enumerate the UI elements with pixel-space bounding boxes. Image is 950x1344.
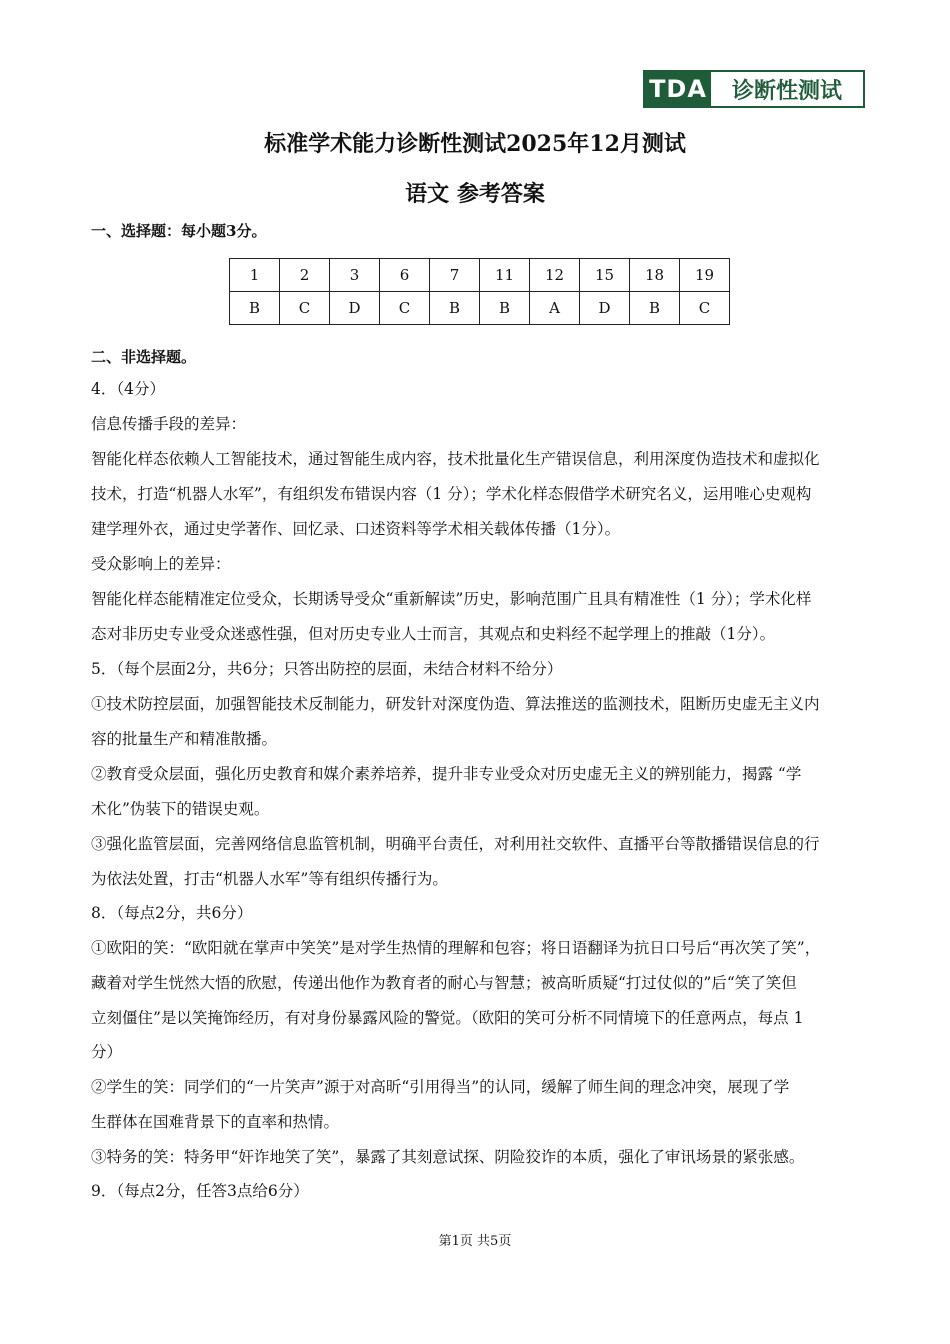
- page-title: 标准学术能力诊断性测试2025年12月测试: [264, 131, 686, 157]
- body-line: ②教育受众层面，强化历史教育和媒介素养培养，提升非专业受众对历史虚无主义的辨别能力，揭露 “学: [91, 765, 802, 783]
- page-subtitle: 语文 参考答案: [405, 181, 545, 207]
- question-number: 18: [630, 259, 680, 292]
- body-line: 受众影响上的差异：: [91, 555, 231, 573]
- body-line: 态对非历史专业受众迷惑性强，但对历史专业人士而言，其观点和史料经不起学理上的推敲（1分）。: [91, 625, 776, 643]
- body-line: ②学生的笑：同学们的“一片笑声”源于对高昕“引用得当”的认同，缓解了师生间的理念冲突，展现了学: [91, 1078, 790, 1096]
- body-line: 生群体在国难背景下的直率和热情。: [91, 1113, 340, 1131]
- body-line: 8．（每点2分，共6分）: [91, 904, 253, 922]
- answer-cell: B: [430, 292, 480, 325]
- body-line: 智能化样态依赖人工智能技术，通过智能生成内容，技术批量化生产错误信息，利用深度伪造技术和虚拟化: [91, 450, 820, 468]
- body-line: ①技术防控层面，加强智能技术反制能力，研发针对深度伪造、算法推送的监测技术，阻断历史虚无主义内: [91, 695, 820, 713]
- logo-brand: TDA: [645, 72, 711, 106]
- answer-cell: D: [330, 292, 380, 325]
- question-number: 3: [330, 259, 380, 292]
- body-line: 4．（4分）: [91, 380, 165, 398]
- tda-logo: [643, 70, 865, 108]
- answer-cell: D: [580, 292, 630, 325]
- answer-table: [229, 258, 730, 325]
- answer-table-row-numbers: [230, 259, 730, 292]
- logo-text: 诊断性测试: [731, 78, 842, 104]
- question-number: 12: [530, 259, 580, 292]
- body-line: 藏着对学生恍然大悟的欣慰，传递出他作为教育者的耐心与智慧；被高昕质疑“打过仗似的”后“笑了笑但: [91, 974, 797, 992]
- body-line: 5．（每个层面2分，共6分；只答出防控的层面，未结合材料不给分）: [91, 660, 563, 678]
- body-line: 为依法处置，打击“机器人水军”等有组织传播行为。: [91, 870, 448, 888]
- answer-cell: B: [480, 292, 530, 325]
- answer-table-row-answers: [230, 292, 730, 325]
- body-line: 建学理外衣，通过史学著作、回忆录、口述资料等学术相关载体传播（1分）。: [91, 520, 621, 538]
- body-line: 信息传播手段的差异：: [91, 415, 247, 433]
- body-line: ③强化监管层面，完善网络信息监管机制，明确平台责任，对利用社交软件、直播平台等散播错误信息的行: [91, 835, 820, 853]
- question-number: 2: [280, 259, 330, 292]
- question-number: 1: [230, 259, 280, 292]
- body-line: 容的批量生产和精准散播。: [91, 730, 278, 748]
- section-2-heading: 二、非选择题。: [91, 348, 197, 366]
- body-line: 术化”伪装下的错误史观。: [91, 800, 270, 818]
- question-number: 6: [380, 259, 430, 292]
- body-line: 技术，打造“机器人水军”，有组织发布错误内容（1 分）；学术化样态假借学术研究名义，运用唯心史观构: [91, 485, 812, 503]
- body-line: 智能化样态能精准定位受众，长期诱导受众“重新解读”历史，影响范围广且具有精准性（1 分）；学术化样: [91, 590, 812, 608]
- answer-cell: C: [680, 292, 730, 325]
- question-number: 15: [580, 259, 630, 292]
- body-line: 立刻僵住”是以笑掩饰经历，有对身份暴露风险的警觉。（欧阳的笑可分析不同情境下的任意两点，每点 1: [91, 1009, 804, 1027]
- body-line: 分）: [91, 1043, 123, 1061]
- answer-cell: A: [530, 292, 580, 325]
- section-1-heading: 一、选择题：每小题3分。: [91, 222, 267, 240]
- page-footer: 第1页 共5页: [438, 1234, 512, 1249]
- answer-cell: B: [630, 292, 680, 325]
- body-line: ③特务的笑：特务甲“奸诈地笑了笑”，暴露了其刻意试探、阴险狡诈的本质，强化了审讯场景的紧张感。: [91, 1148, 805, 1166]
- body-line: 9．（每点2分，任答3点给6分）: [91, 1182, 309, 1200]
- answer-cell: C: [380, 292, 430, 325]
- answer-cell: C: [280, 292, 330, 325]
- question-number: 7: [430, 259, 480, 292]
- body-line: ①欧阳的笑：“欧阳就在掌声中笑笑”是对学生热情的理解和包容；将日语翻译为抗日口号后“再次笑了笑”，: [91, 939, 821, 957]
- question-number: 19: [680, 259, 730, 292]
- answer-cell: B: [230, 292, 280, 325]
- question-number: 11: [480, 259, 530, 292]
